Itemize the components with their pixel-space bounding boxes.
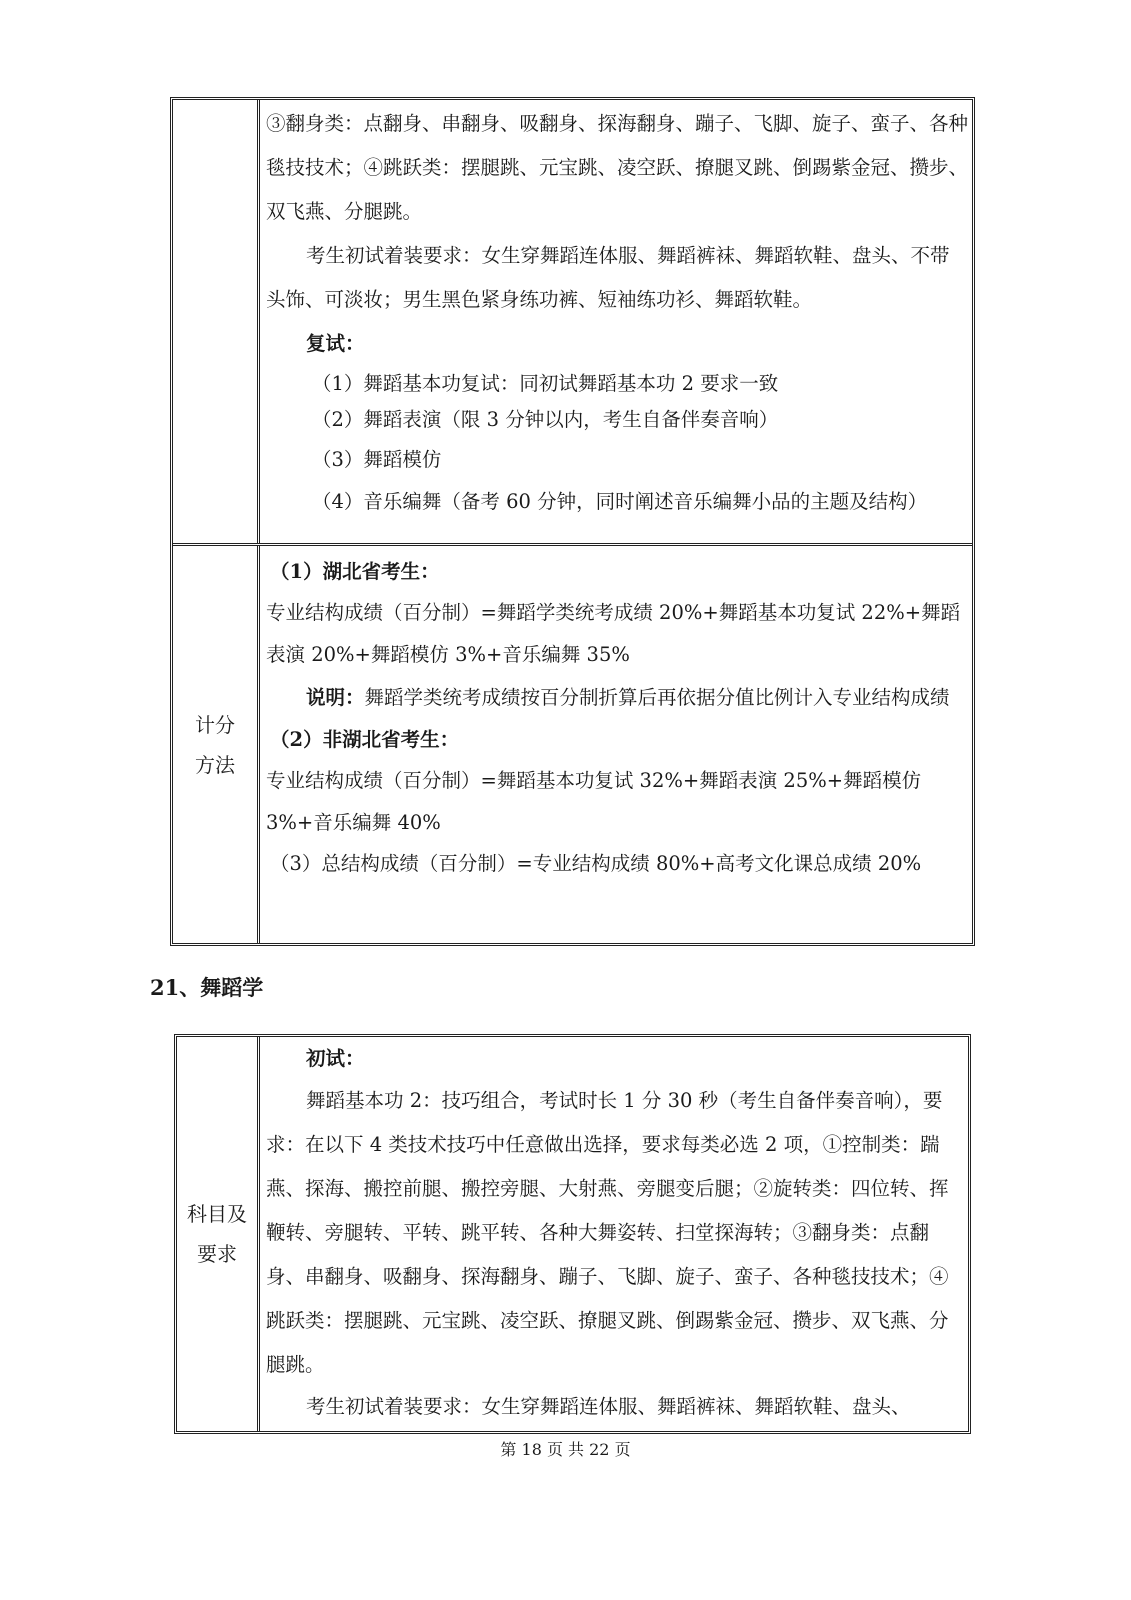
row-label-empty — [173, 100, 260, 543]
retest-item-2: （2）舞蹈表演（限 3 分钟以内，考生自备伴奏音响） — [312, 408, 779, 431]
note-label: 说明： — [306, 686, 365, 709]
row-label-subjects — [177, 1037, 260, 1431]
retest-item-1: （1）舞蹈基本功复试：同初试舞蹈基本功 2 要求一致 — [312, 372, 779, 395]
attire-paragraph: 考生初试着装要求：女生穿舞蹈连体服、舞蹈裤袜、舞蹈软鞋、盘头、 — [306, 1395, 911, 1418]
retest-title: 复试： — [306, 332, 365, 355]
table-row-subjects — [177, 1037, 968, 1431]
scoring-table — [170, 97, 975, 946]
note-paragraph — [266, 676, 968, 720]
table-row-scoring-method — [173, 543, 972, 943]
non-hubei-heading: （2）非湖北省考生： — [270, 728, 460, 751]
subjects-cell — [260, 1037, 968, 1431]
label-line-2: 要求 — [197, 1242, 237, 1266]
non-hubei-formula: 专业结构成绩（百分制）=舞蹈基本功复试 32%+舞蹈表演 25%+舞蹈模仿 3%+音乐编舞 40% — [266, 769, 922, 834]
hubei-heading: （1）湖北省考生： — [270, 560, 440, 583]
basic-skills-paragraph: 舞蹈基本功 2：技巧组合，考试时长 1 分 30 秒（考生自备伴奏音响），要求：在以下 4 类技术技巧中任意做出选择，要求每类必选 2 项，①控制类：踹燕、探海、搬控前腿、搬控旁腿、大射燕、旁腿变后腿；②旋转类：四位转、挥鞭转、旁腿转、平转、跳平转、各种大舞姿转、扫堂探海转；③翻身类：点翻身、串翻身、吸翻身、探海翻身、蹦子、飞脚、旋子、蛮子、各种毯技技术；④跳跃类：摆腿跳、元宝跳、凌空跃、撩腿叉跳、倒踢紫金冠、攒步、双飞燕、分腿跳。 — [266, 1089, 949, 1376]
attire-paragraph: 考生初试着装要求：女生穿舞蹈连体服、舞蹈裤袜、舞蹈软鞋、盘头、不带头饰、可淡妆；男生黑色紧身练功裤、短袖练功衫、舞蹈软鞋。 — [266, 244, 950, 311]
section-heading: 21、舞蹈学 — [150, 975, 264, 1000]
total-formula: （3）总结构成绩（百分制）=专业结构成绩 80%+高考文化课总成绩 20% — [270, 852, 922, 875]
pretest-title: 初试： — [306, 1047, 365, 1070]
note-text: 舞蹈学类统考成绩按百分制折算后再依据分值比例计入专业结构成绩 — [364, 686, 950, 709]
scoring-cell — [260, 546, 972, 943]
requirements-table — [174, 1034, 971, 1434]
skill-list-paragraph: ③翻身类：点翻身、串翻身、吸翻身、探海翻身、蹦子、飞脚、旋子、蛮子、各种毯技技术；④跳跃类：摆腿跳、元宝跳、凌空跃、撩腿叉跳、倒踢紫金冠、攒步、双飞燕、分腿跳。 — [266, 112, 969, 223]
hubei-formula: 专业结构成绩（百分制）=舞蹈学类统考成绩 20%+舞蹈基本功复试 22%+舞蹈表演 20%+舞蹈模仿 3%+音乐编舞 35% — [266, 601, 961, 666]
label-line-2: 方法 — [195, 752, 235, 777]
page-number: 第 18 页 共 22 页 — [500, 1440, 631, 1459]
table-row-requirements-continued — [173, 100, 972, 543]
label-line-1: 计分 — [195, 712, 235, 737]
retest-item-4: （4）音乐编舞（备考 60 分钟，同时阐述音乐编舞小品的主题及结构） — [312, 490, 928, 513]
label-line-1: 科目及 — [187, 1202, 247, 1226]
requirements-cell — [260, 100, 972, 543]
row-label-scoring-method — [173, 546, 260, 943]
retest-item-3: （3）舞蹈模仿 — [312, 448, 442, 471]
